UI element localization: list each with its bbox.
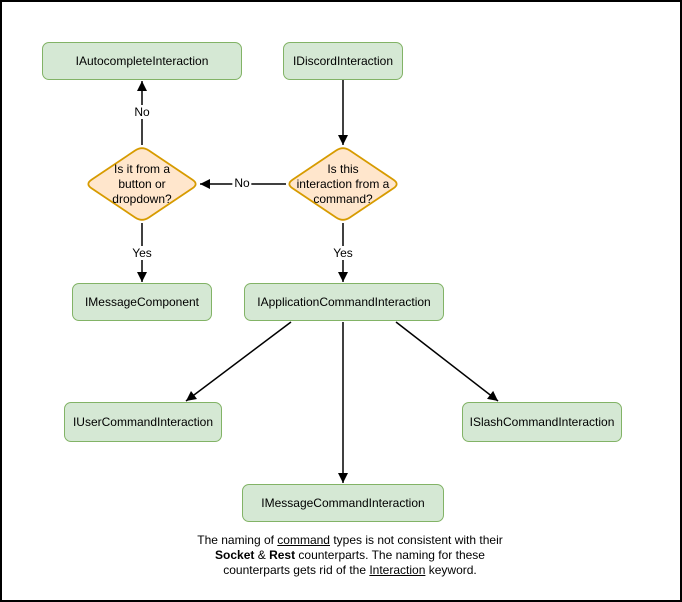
node-discord-interaction: IDiscordInteraction [283, 42, 403, 80]
edge-label-no-up: No [134, 105, 150, 119]
edge-application-command-to-slash-command [396, 322, 498, 401]
footnote-line-2: Socket & Rest counterparts. The naming for these [215, 548, 485, 562]
edge-label-no-left: No [234, 176, 250, 190]
node-user-command-interaction: IUserCommandInteraction [64, 402, 222, 442]
footnote-line-1: The naming of command types is not consistent with their [197, 533, 503, 547]
decision-line: command? [313, 192, 373, 206]
node-application-command-interaction: IApplicationCommandInteraction [244, 283, 444, 321]
node-slash-command-interaction: ISlashCommandInteraction [462, 402, 622, 442]
node-message-command-interaction: IMessageCommandInteraction [242, 484, 444, 522]
edge-label-yes-right: Yes [333, 246, 353, 260]
decision-line: Is it from a [113, 162, 170, 176]
footnote [162, 533, 538, 578]
decision-line: button or [118, 177, 166, 191]
decision-line: dropdown? [112, 192, 172, 206]
node-autocomplete-interaction: IAutocompleteInteraction [42, 42, 242, 80]
decision-line: Is this [327, 162, 359, 176]
footnote-line-3: counterparts gets rid of the Interaction keyword. [223, 563, 477, 577]
decision-text-button-or-dropdown [82, 162, 202, 207]
edge-application-command-to-user-command [186, 322, 291, 401]
decision-text-from-command [278, 162, 408, 207]
edge-label-yes-left: Yes [132, 246, 152, 260]
decision-line: interaction from a [296, 177, 390, 191]
node-message-component: IMessageComponent [72, 283, 212, 321]
